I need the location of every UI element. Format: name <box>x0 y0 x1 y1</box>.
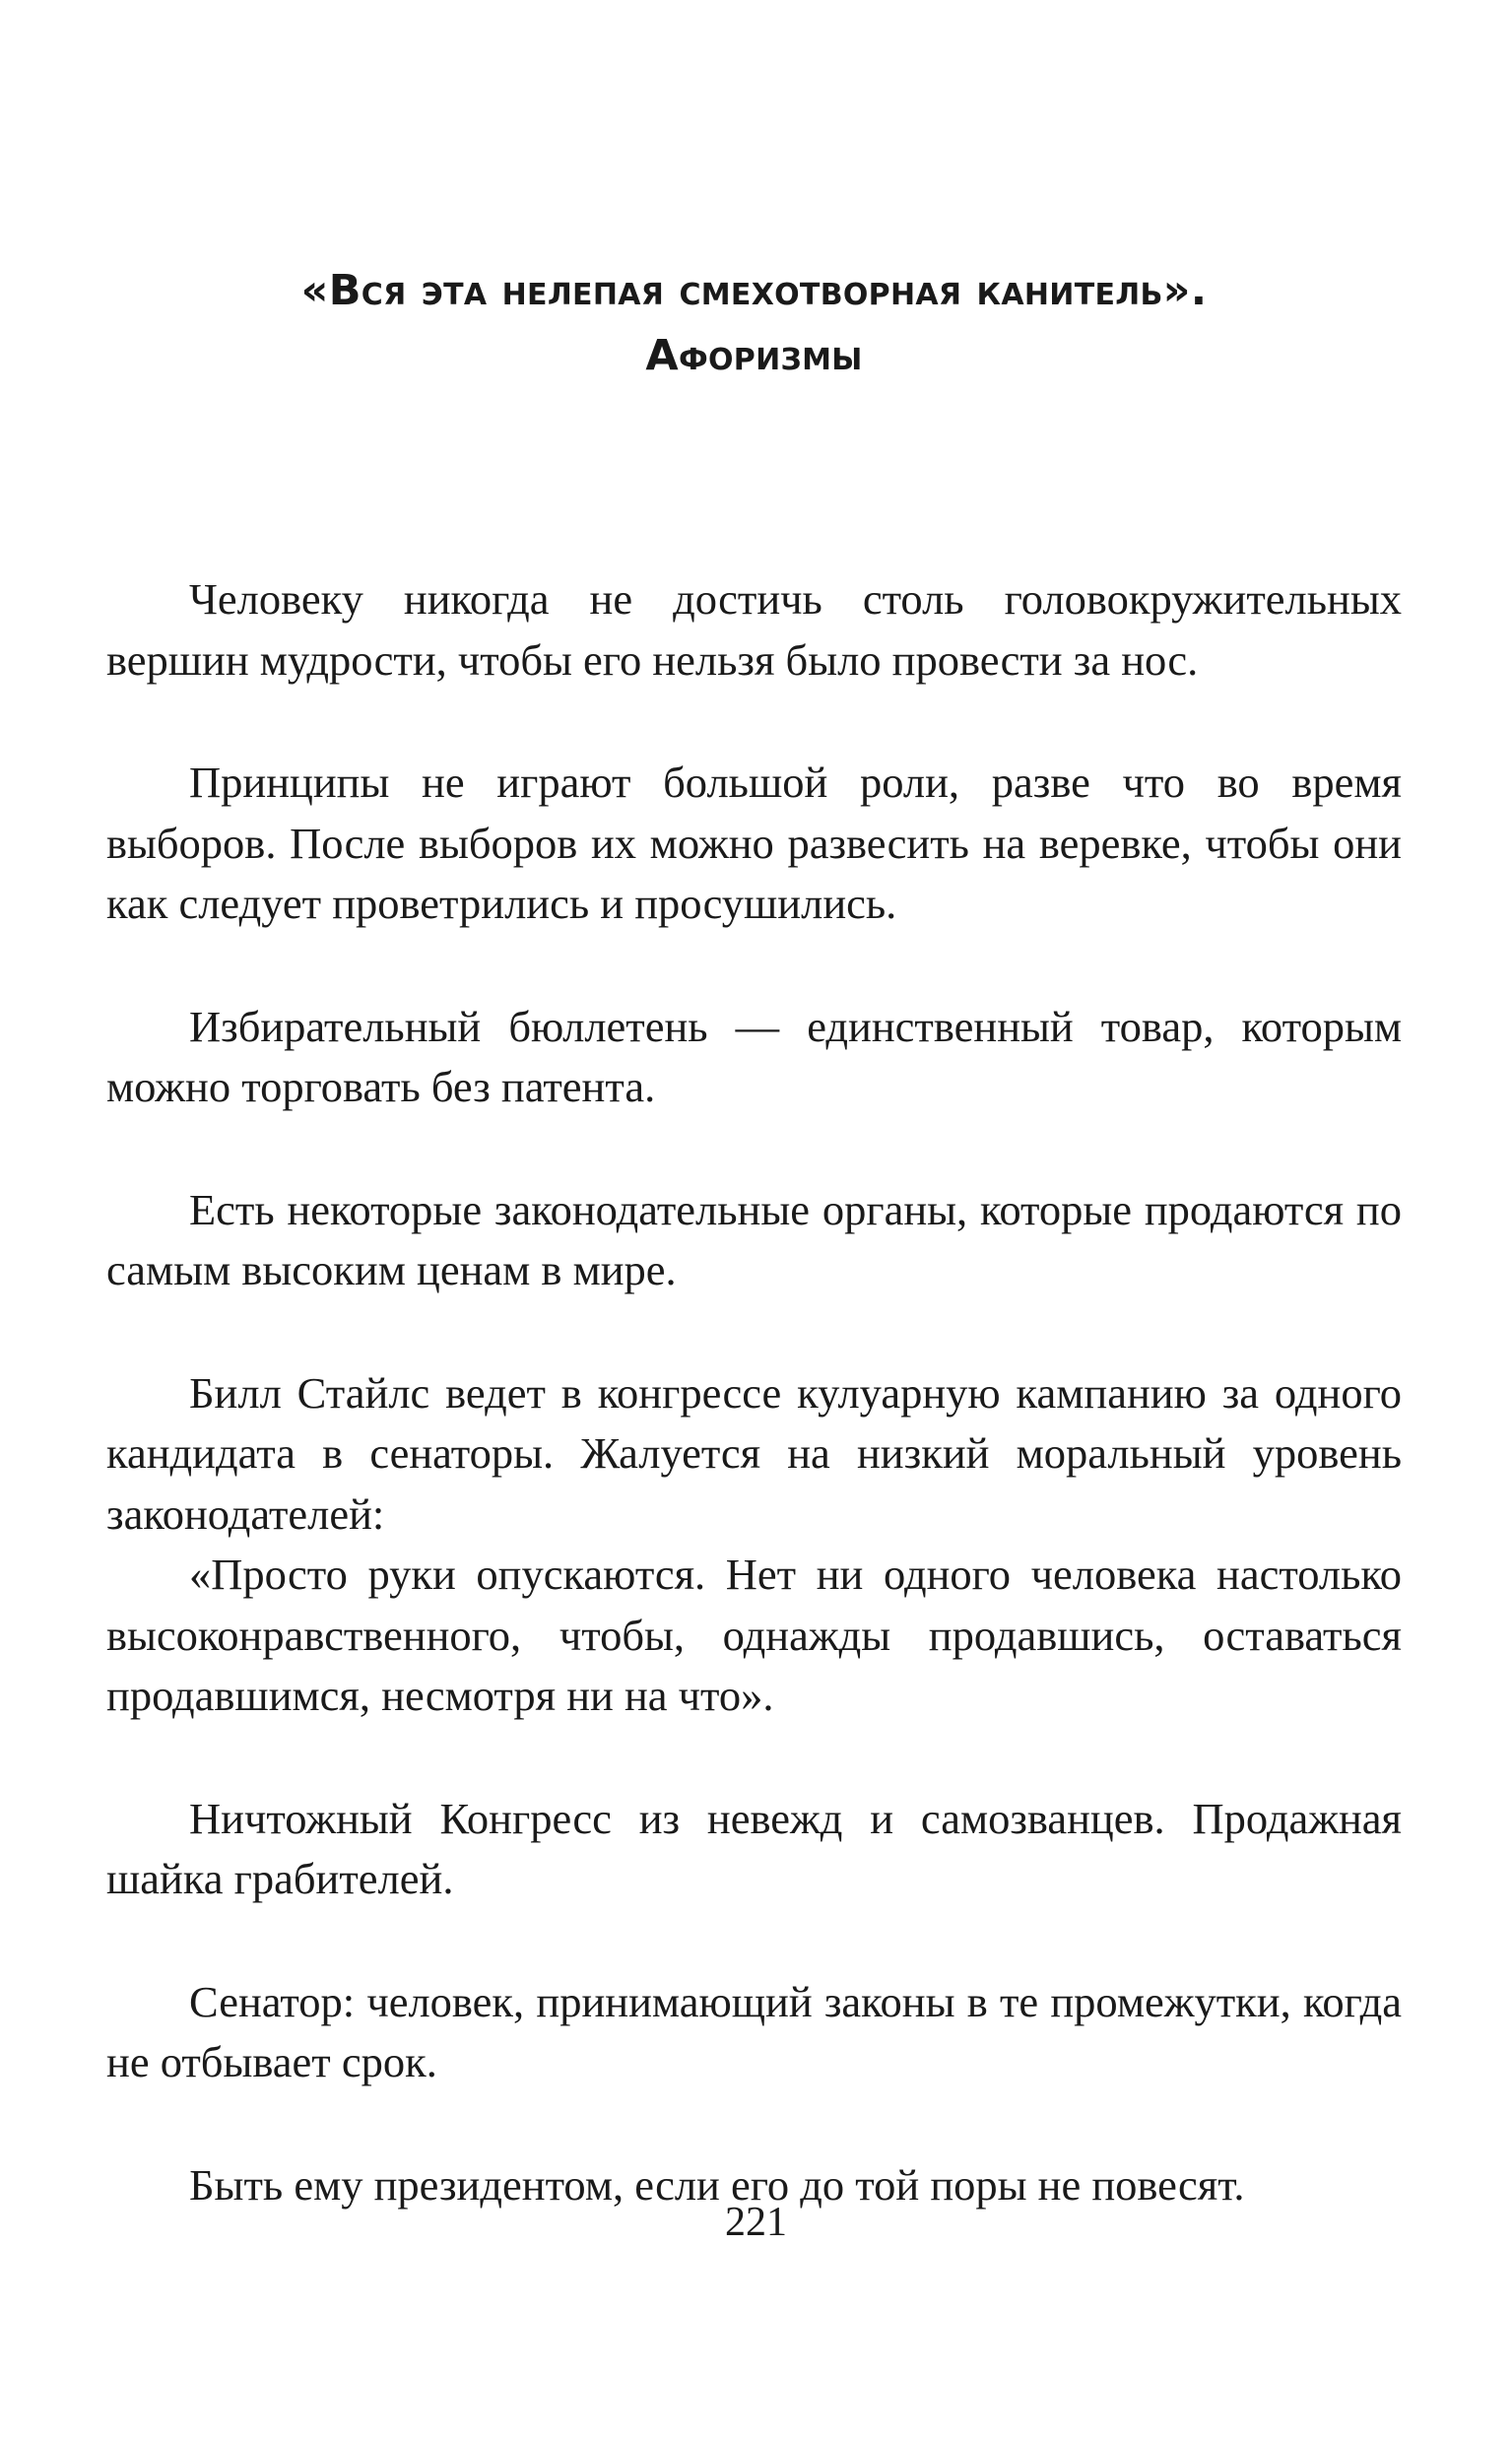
chapter-heading <box>106 258 1402 388</box>
aphorism-text: Быть ему президентом, если его до той поры не повесят. <box>189 2159 1245 2210</box>
aphorism-paragraph <box>106 1363 1402 1727</box>
aphorism-paragraph <box>106 1972 1402 2093</box>
aphorism-quote: «Просто руки опускаются. Нет ни одного человека настолько высоконравственного, чтобы, однажды продавшись, оставаться продавшимся, несмотря ни на что». <box>106 1550 1402 1720</box>
aphorisms-body <box>106 569 1402 2278</box>
aphorism-paragraph <box>106 753 1402 935</box>
page-number: 221 <box>725 2200 787 2245</box>
aphorism-text: Принципы не играют большой роли, разве что во время выборов. После выборов их можно развесить на веревке, чтобы они как следует проветрились и просушились. <box>106 758 1402 928</box>
aphorism-paragraph <box>106 1789 1402 1910</box>
chapter-title: «Вся эта нелепая смехотворная канитель». <box>300 266 1208 315</box>
aphorism-text: Сенатор: человек, принимающий законы в те промежутки, когда не отбывает срок. <box>106 1976 1402 2086</box>
aphorism-paragraph <box>106 1180 1402 1301</box>
aphorism-text: Избирательный бюллетень — единственный товар, которым можно торговать без патента. <box>106 1001 1402 1111</box>
chapter-subtitle: Афоризмы <box>645 331 863 380</box>
aphorism-text: Ничтожный Конгресс из невежд и самозванцев. Продажная шайка грабителей. <box>106 1793 1402 1903</box>
aphorism-paragraph <box>106 569 1402 691</box>
aphorism-text: Есть некоторые законодательные органы, которые продаются по самым высоким ценам в мире. <box>106 1184 1402 1294</box>
aphorism-text: Билл Стайлс ведет в конгрессе кулуарную кампанию за одного кандидата в сенаторы. Жалуется на низкий моральный уровень законодателей: <box>106 1367 1402 1539</box>
aphorism-text: Человеку никогда не достичь столь головокружительных вершин мудрости, чтобы его нельзя было провести за нос. <box>106 574 1402 685</box>
aphorism-paragraph <box>106 997 1402 1118</box>
